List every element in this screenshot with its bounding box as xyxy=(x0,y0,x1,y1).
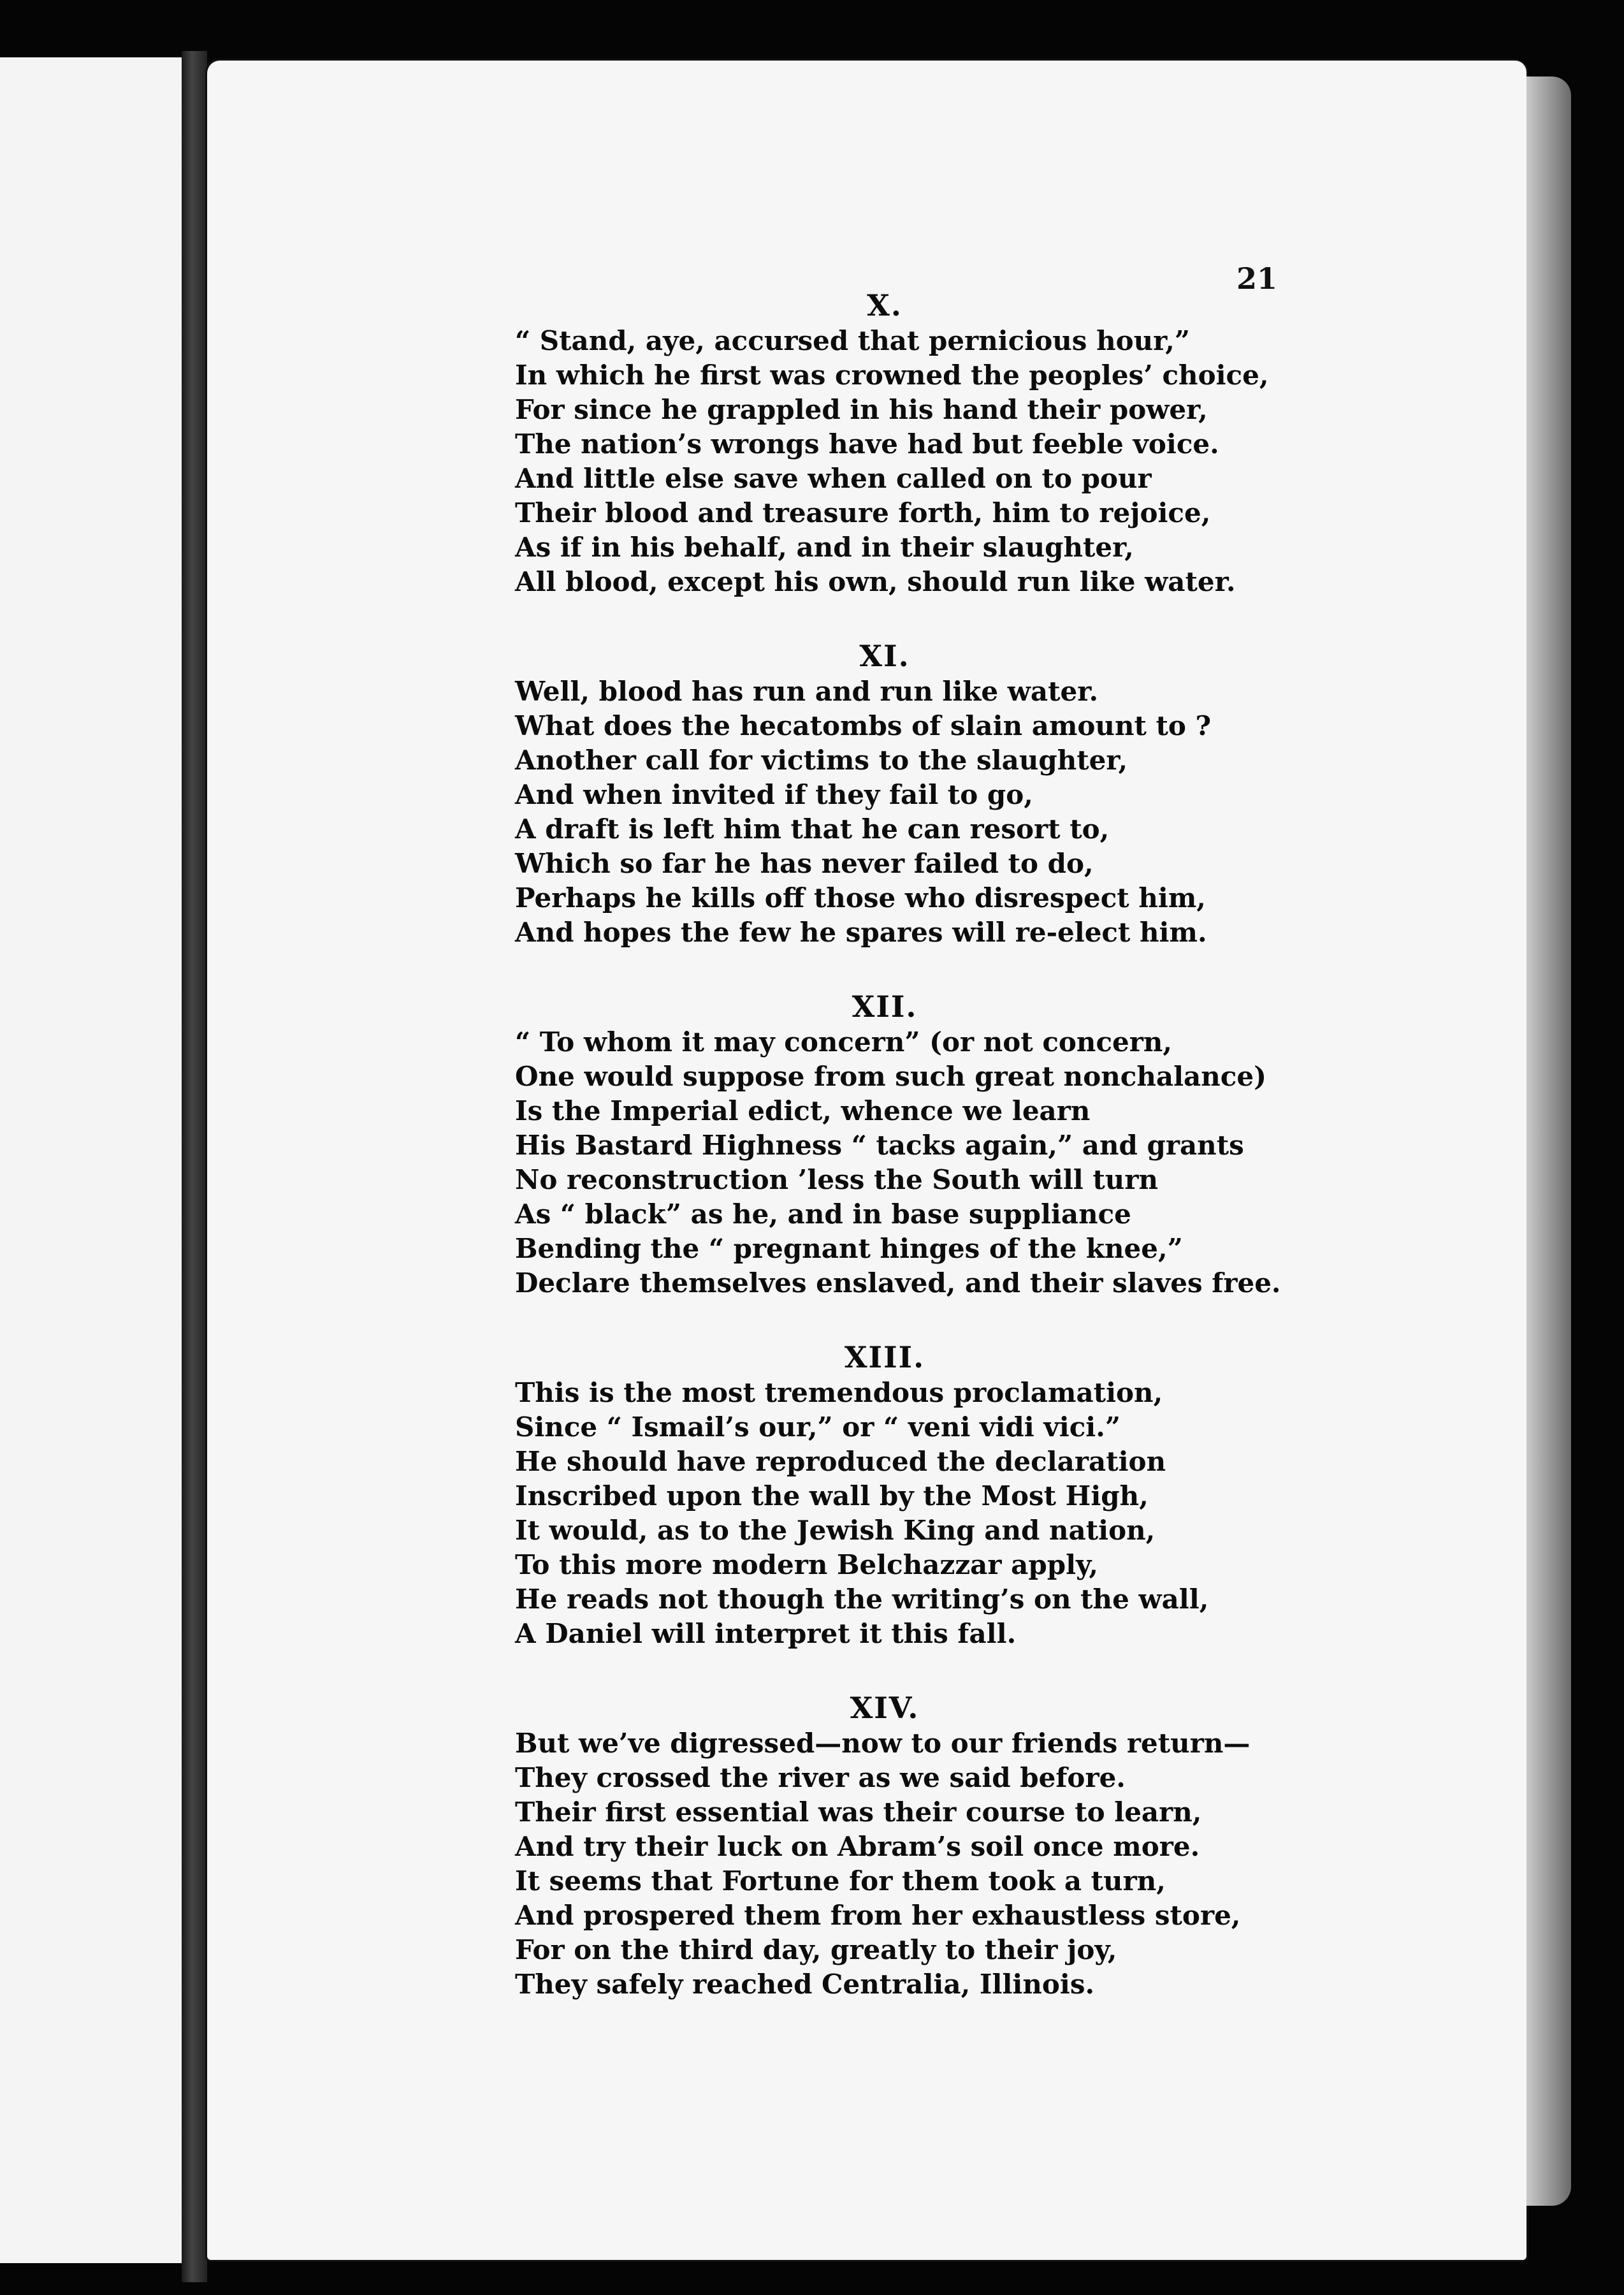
poem-line: “ Stand, aye, accursed that pernicious hour,” xyxy=(515,325,1191,356)
poem-line: But we’ve digressed—now to our friends return— xyxy=(515,1728,1251,1759)
stanza-numeral: XIV. xyxy=(850,1691,920,1725)
stanza-numeral: XIII. xyxy=(844,1340,925,1374)
poem-line: “ To whom it may concern” (or not concern, xyxy=(515,1026,1173,1058)
poem-line: All blood, except his own, should run like water. xyxy=(515,566,1236,597)
poem-line: No reconstruction ’less the South will turn xyxy=(515,1164,1158,1195)
poem-line: Is the Imperial edict, whence we learn xyxy=(515,1095,1091,1126)
poem-line: As if in his behalf, and in their slaughter, xyxy=(515,532,1134,563)
poem-line: This is the most tremendous proclamation, xyxy=(515,1377,1163,1408)
poem-line: And little else save when called on to pour xyxy=(515,463,1152,494)
poem-line: In which he first was crowned the peoples’ choice, xyxy=(515,360,1269,391)
poem-line: And hopes the few he spares will re-elect him. xyxy=(515,917,1207,948)
stanza-numeral: XI. xyxy=(859,639,910,673)
stanza-numeral: XII. xyxy=(852,989,918,1024)
poem-line: Which so far he has never failed to do, xyxy=(515,848,1094,879)
poem-line: Well, blood has run and run like water. xyxy=(515,676,1099,707)
poem-line: Their first essential was their course to learn, xyxy=(515,1796,1202,1828)
poem-line: A Daniel will interpret it this fall. xyxy=(515,1618,1017,1649)
poem-line: And prospered them from her exhaustless store, xyxy=(515,1900,1241,1931)
poem-line: One would suppose from such great nonchalance) xyxy=(515,1061,1266,1092)
poem-line: He should have reproduced the declaration xyxy=(515,1446,1166,1477)
poem-line: What does the hecatombs of slain amount to ? xyxy=(515,710,1212,741)
poem xyxy=(515,287,1281,2040)
poem-line: To this more modern Belchazzar apply, xyxy=(515,1549,1099,1580)
poem-line: His Bastard Highness “ tacks again,” and grants xyxy=(515,1130,1244,1161)
poem-line: And when invited if they fail to go, xyxy=(515,779,1033,810)
poem-line: They safely reached Centralia, Illinois. xyxy=(515,1969,1095,2000)
stanza-xiii xyxy=(515,1339,1267,1651)
poem-line: Since “ Ismail’s our,” or “ veni vidi vici.” xyxy=(515,1411,1121,1443)
poem-line: They crossed the river as we said before. xyxy=(515,1762,1126,1793)
poem-line: He reads not though the writing’s on the wall, xyxy=(515,1584,1209,1615)
poem-line: Bending the “ pregnant hinges of the knee,” xyxy=(515,1233,1183,1264)
poem-line: It seems that Fortune for them took a turn, xyxy=(515,1865,1166,1897)
stanza-xi xyxy=(515,638,1267,950)
stanza-xiv xyxy=(515,1689,1267,2002)
stanza-x xyxy=(515,287,1267,599)
poem-line: The nation’s wrongs have had but feeble voice. xyxy=(515,428,1219,460)
page-edge xyxy=(1526,76,1571,2206)
book-gutter xyxy=(182,51,207,2282)
poem-line: A draft is left him that he can resort to, xyxy=(515,813,1110,845)
poem-line: For on the third day, greatly to their joy, xyxy=(515,1934,1117,1965)
poem-line: Their blood and treasure forth, him to rejoice, xyxy=(515,497,1211,528)
poem-line: Inscribed upon the wall by the Most High, xyxy=(515,1480,1149,1512)
stanza-xii xyxy=(515,988,1281,1300)
page-number: 21 xyxy=(1236,261,1278,296)
poem-line: For since he grappled in his hand their power, xyxy=(515,394,1208,425)
stanza-numeral: X. xyxy=(867,288,903,323)
poem-line: Declare themselves enslaved, and their slaves free. xyxy=(515,1267,1281,1299)
poem-line: Another call for victims to the slaughter, xyxy=(515,745,1128,776)
poem-line: It would, as to the Jewish King and nation, xyxy=(515,1515,1156,1546)
poem-line: And try their luck on Abram’s soil once more. xyxy=(515,1831,1200,1862)
poem-line: As “ black” as he, and in base suppliance xyxy=(515,1198,1131,1230)
poem-line: Perhaps he kills off those who disrespect him, xyxy=(515,882,1206,914)
facing-page xyxy=(0,57,184,2263)
